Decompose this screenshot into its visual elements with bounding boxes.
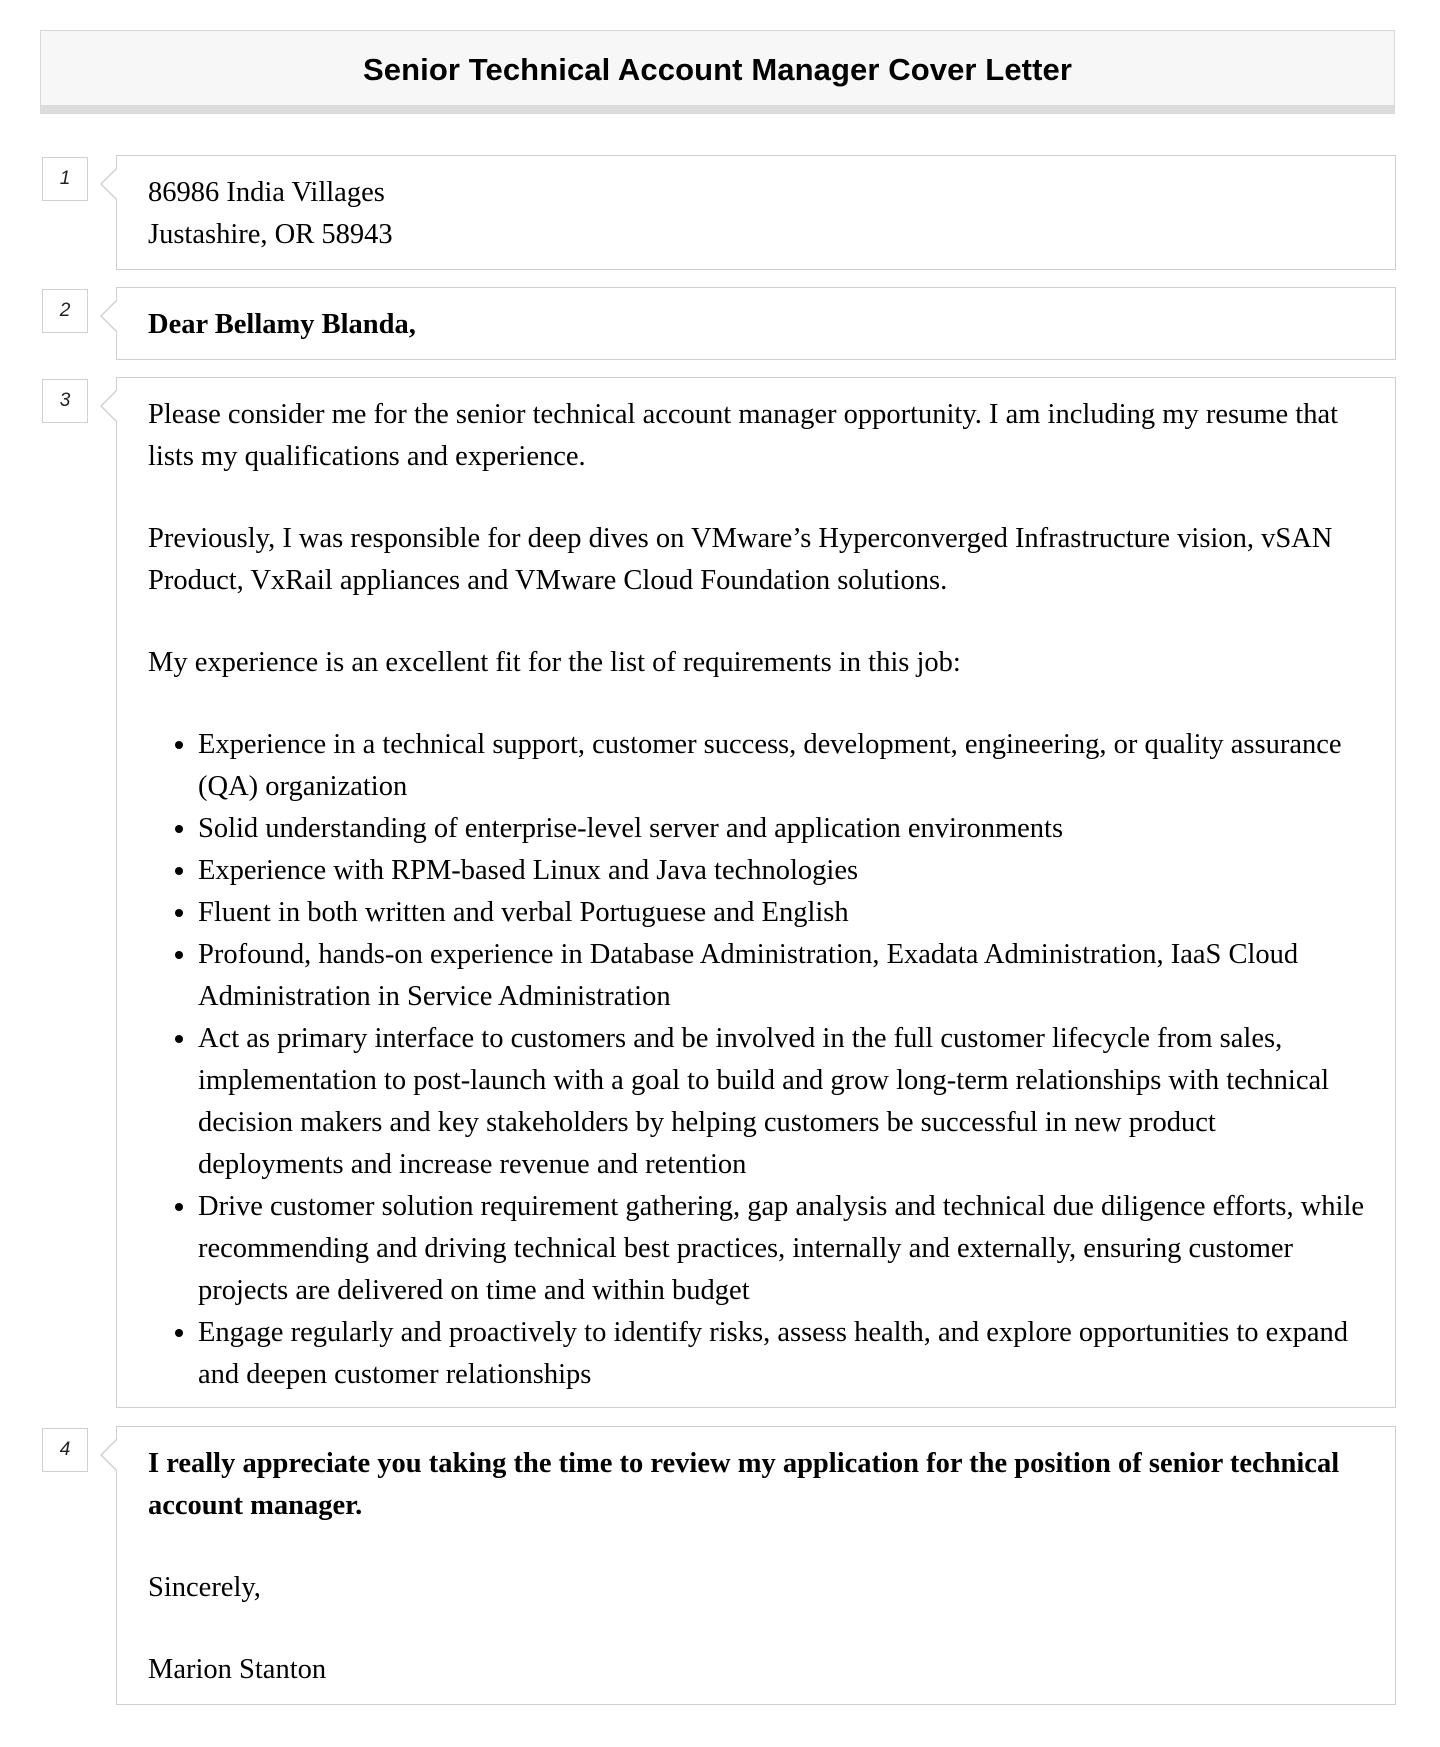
list-item: • Solid understanding of enterprise-level server and application environments xyxy=(198,808,1365,850)
closing-statement: I really appreciate you taking the time to review my application for the position of senior technical account manager. xyxy=(148,1448,1340,1521)
list-item: • Experience in a technical support, customer success, development, engineering, or quality assurance (QA) organization xyxy=(198,724,1365,808)
address-line-1: 86986 India Villages xyxy=(148,177,385,208)
address-line-2: Justashire, OR 58943 xyxy=(148,219,393,250)
list-item: • Experience with RPM-based Linux and Java technologies xyxy=(198,850,1365,892)
body-block xyxy=(116,377,1396,1408)
greeting: Dear Bellamy Blanda, xyxy=(148,309,416,340)
list-item: • Engage regularly and proactively to identify risks, assess health, and explore opportunities to expand and deepen customer relationships xyxy=(198,1312,1365,1396)
list-item: • Profound, hands-on experience in Database Administration, Exadata Administration, IaaS Cloud Administration in Service Administration xyxy=(198,934,1365,1018)
closing-block xyxy=(116,1426,1396,1705)
requirements-list xyxy=(148,724,1365,1396)
body-paragraph: Previously, I was responsible for deep dives on VMware’s Hyperconverged Infrastructure vision, vSAN Product, VxRail appliances and VMware Cloud Foundation solutions. xyxy=(148,523,1333,596)
list-item: • Drive customer solution requirement gathering, gap analysis and technical due diligence efforts, while recommending and driving technical best practices, internally and externally, ensuring customer projects are delivered on time and within budget xyxy=(198,1186,1365,1312)
list-item: • Fluent in both written and verbal Portuguese and English xyxy=(198,892,1365,934)
list-item: • Act as primary interface to customers and be involved in the full customer lifecycle from sales, implementation to post-launch with a goal to build and grow long-term relationships with technical decision makers and key stakeholders by helping customers be successful in new product deployments and increase revenue and retention xyxy=(198,1018,1365,1186)
greeting-block xyxy=(116,287,1396,360)
signature-name: Marion Stanton xyxy=(148,1654,327,1685)
page-header xyxy=(40,30,1395,114)
section-number: 4 xyxy=(42,1428,88,1472)
section-number: 1 xyxy=(42,157,88,201)
body-paragraph: Please consider me for the senior technical account manager opportunity. I am including my resume that lists my qualifications and experience. xyxy=(148,399,1339,472)
body-paragraph: My experience is an excellent fit for the list of requirements in this job: xyxy=(148,647,961,678)
address-block xyxy=(116,155,1396,270)
section-number: 3 xyxy=(42,379,88,423)
section-number: 2 xyxy=(42,289,88,333)
page-title: Senior Technical Account Manager Cover Letter xyxy=(362,52,1073,87)
sign-off: Sincerely, xyxy=(148,1572,261,1603)
